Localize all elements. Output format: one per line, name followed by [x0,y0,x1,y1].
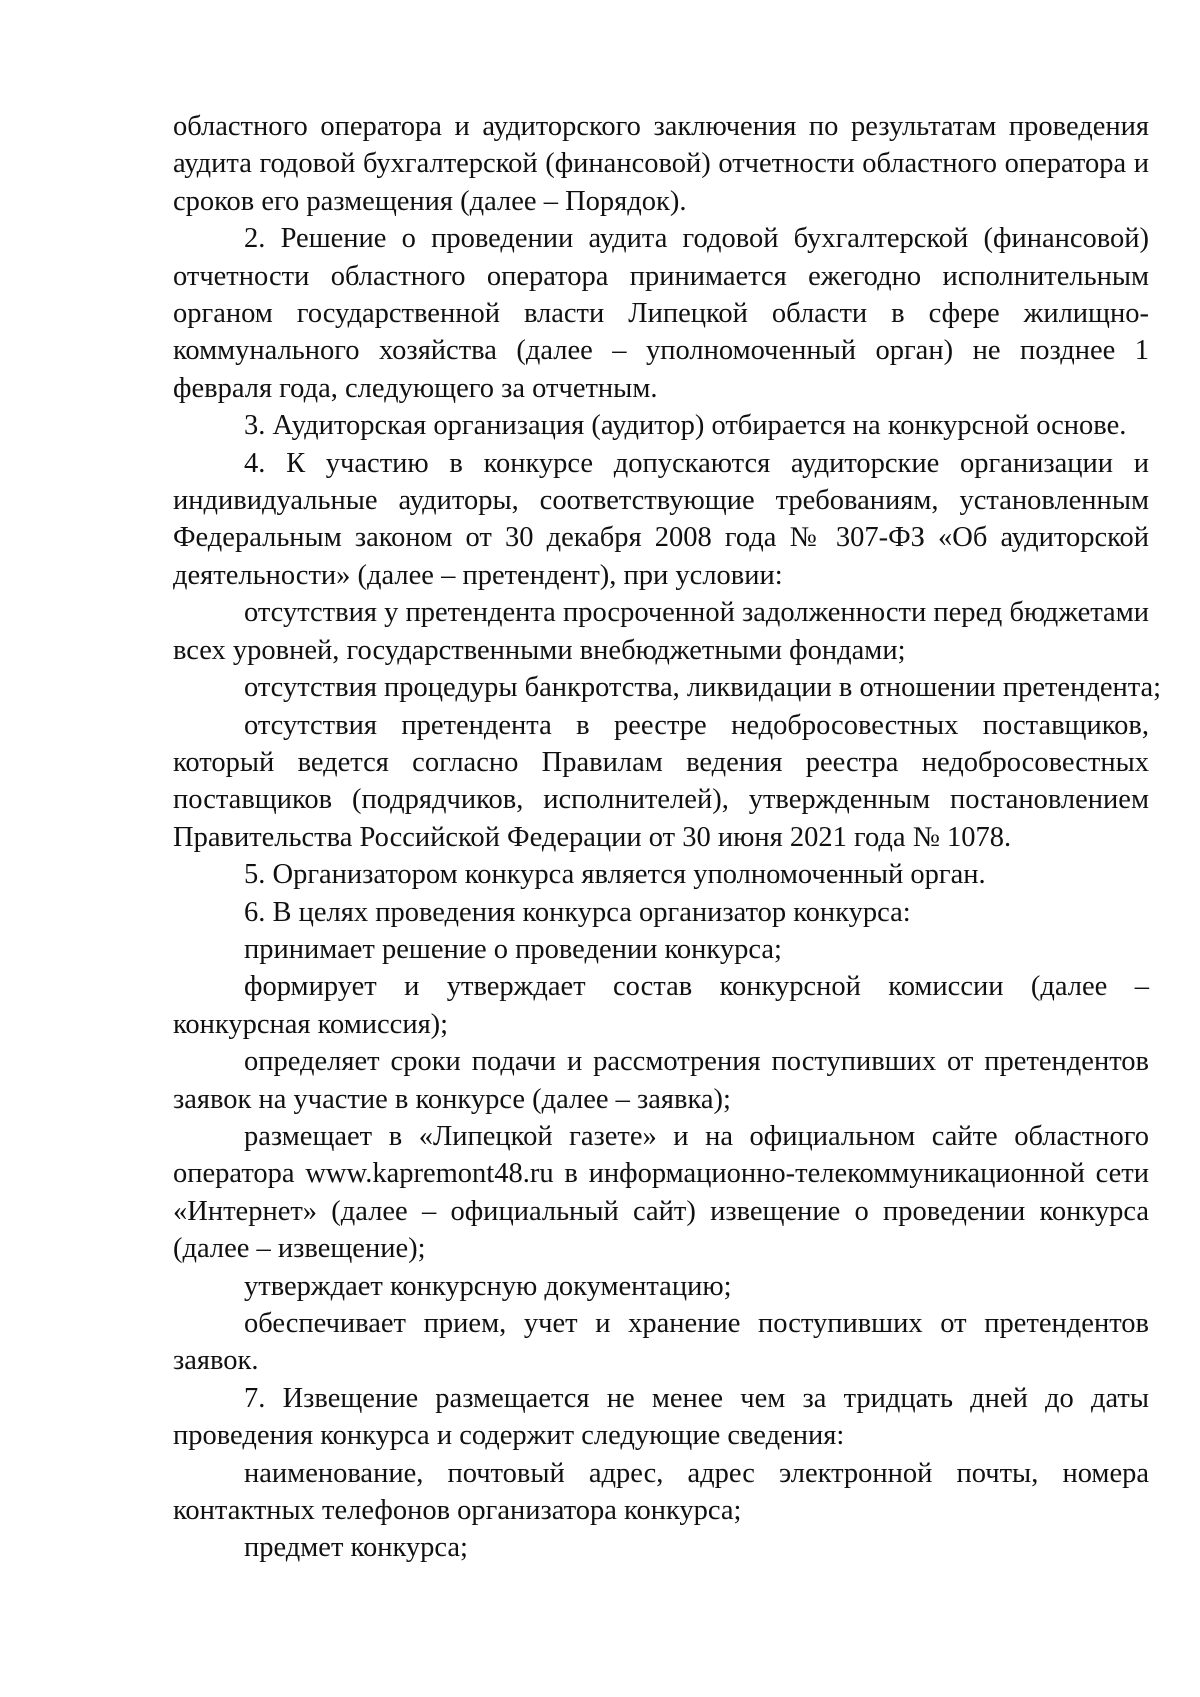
paragraph-condition-debt: отсутствия у претендента просроченной задолженности перед бюджетами всех уровней, государственными внебюджетными фондами; [173,597,1149,666]
document-body [173,108,1162,1567]
paragraph-duty-publication: размещает в «Липецкой газете» и на официальном сайте областного оператора www.kapremont48.ru в информационно-телекоммуникационной сети «Интернет» (далее – официальный сайт) извещение о проведении конкурса (далее – извещение); [173,1120,1149,1265]
paragraph-duty-documentation: утверждает конкурсную документацию; [244,1270,732,1302]
paragraph-duty-applications: обеспечивает прием, учет и хранение поступивших от претендентов заявок. [173,1308,1149,1377]
paragraph-info-subject: предмет конкурса; [244,1532,468,1564]
paragraph-condition-bankruptcy: отсутствия процедуры банкротства, ликвидации в отношении претендента; [244,672,1162,704]
paragraph-duty-decision: принимает решение о проведении конкурса; [244,933,782,965]
paragraph-item-2: 2. Решение о проведении аудита годовой бухгалтерской (финансовой) отчетности областного оператора принимается ежегодно исполнительным органом государственной власти Липецкой области в сфере жилищно-коммунального хозяйства (далее – уполномоченный орган) не позднее 1 февраля года, следующего за отчетным. [173,223,1149,404]
paragraph-duty-deadlines: определяет сроки подачи и рассмотрения поступивших от претендентов заявок на участие в конкурсе (далее – заявка); [173,1046,1149,1115]
paragraph-duty-commission: формирует и утверждает состав конкурсной комиссии (далее – конкурсная комиссия); [173,971,1149,1040]
paragraph-item-6: 6. В целях проведения конкурса организатор конкурса: [244,896,911,928]
paragraph-item-7: 7. Извещение размещается не менее чем за тридцать дней до даты проведения конкурса и содержит следующие сведения: [173,1382,1149,1452]
paragraph-condition-registry: отсутствия претендента в реестре недобросовестных поставщиков, который ведется согласно Правилам ведения реестра недобросовестных поставщиков (подрядчиков, исполнителей), утвержденным постановлением Правительства Российской Федерации от 30 июня 2021 года № 1078. [173,709,1149,853]
paragraph-item-5: 5. Организатором конкурса является уполномоченный орган. [244,859,986,891]
paragraph-info-contacts: наименование, почтовый адрес, адрес электронной почты, номера контактных телефонов организатора конкурса; [173,1457,1149,1527]
paragraph-item-4: 4. К участию в конкурсе допускаются аудиторские организации и индивидуальные аудиторы, соответствующие требованиям, установленным Федеральным законом от 30 декабря 2008 года № 307-ФЗ «Об аудиторской деятельности» (далее – претендент), при условии: [173,447,1149,591]
paragraph-item-3: 3. Аудиторская организация (аудитор) отбирается на конкурсной основе. [244,410,1127,442]
paragraph-order-reference: областного оператора и аудиторского заключения по результатам проведения аудита годовой бухгалтерской (финансовой) отчетности областного оператора и сроков его размещения (далее – Порядок). [173,111,1149,217]
